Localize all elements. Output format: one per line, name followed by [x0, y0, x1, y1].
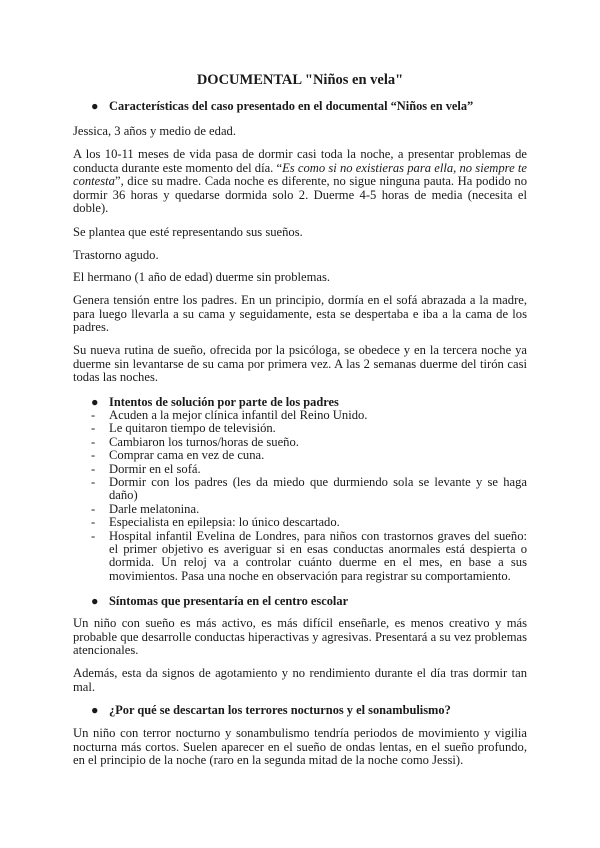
paragraph: El hermano (1 año de edad) duerme sin problemas. — [73, 270, 331, 284]
paragraph: Su nueva rutina de sueño, ofrecida por la psicóloga, se obedece y en la tercera noche ya duerme sin levantarse de su cama por primera vez. A las 2 semanas duerme del tirón casi todas las noches. — [73, 343, 527, 385]
bullet-icon: ● — [91, 99, 99, 113]
list-item-text: Comprar cama en vez de cuna. — [109, 448, 265, 463]
dash-icon: - — [91, 475, 96, 490]
attempts-list — [91, 409, 527, 583]
dash-icon: - — [91, 528, 96, 543]
paragraph: Se plantea que esté representando sus sueños. — [73, 225, 303, 239]
dash-icon: - — [91, 461, 96, 476]
dash-icon: - — [91, 448, 96, 463]
dash-icon: - — [91, 501, 96, 516]
paragraph: Jessica, 3 años y medio de edad. — [73, 124, 236, 138]
text: ”, dice su madre. Cada noche es diferente, no sigue ninguna pauta. Ha podido no dormir 36 horas y quedarse dormida solo 2. Duerme 4-5 horas de media (necesita el doble). — [73, 174, 527, 216]
list-item — [91, 463, 527, 476]
list-item — [91, 516, 527, 529]
list-item-text: Dormir en el sofá. — [109, 461, 201, 476]
paragraph: Genera tensión entre los padres. En un principio, dormía en el sofá abrazada a la madre, para luego llevarla a su cama y seguidamente, esta se despertaba e iba a la cama de los padres. — [73, 293, 527, 335]
bullet-icon: ● — [91, 395, 99, 409]
dash-icon: - — [91, 515, 96, 530]
list-item-text: Acuden a la mejor clínica infantil del Reino Unido. — [109, 408, 368, 422]
paragraph: Un niño con terror nocturno y sonambulismo tendría periodos de movimiento y vigilia nocturna más cortos. Suelen aparecer en el sueño de ondas lentas, en el sueño profundo, en el principio de la noche (raro en la segunda mitad de la noche como Jessi). — [73, 726, 527, 768]
quote: Es como si no existieras para ella, no siempre te contesta — [73, 160, 527, 189]
list-item — [91, 449, 527, 462]
list-item-text: Especialista en epilepsia: lo único descartado. — [109, 515, 340, 530]
list-item — [91, 422, 527, 435]
dash-icon: - — [91, 421, 96, 436]
bullet-icon: ● — [91, 703, 99, 717]
dash-icon: - — [91, 408, 96, 422]
list-item-text: Cambiaron los turnos/horas de sueño. — [109, 434, 299, 449]
document-title: DOCUMENTAL "Niños en vela" — [196, 72, 404, 88]
paragraph — [73, 148, 527, 216]
list-item-text: Le quitaron tiempo de televisión. — [109, 421, 276, 436]
list-item — [91, 476, 527, 503]
list-item-text: Dormir con los padres (les da miedo que durmiendo sola se levante y se haga daño) — [109, 475, 527, 503]
bullet-icon: ● — [91, 594, 99, 608]
list-item-text: Darle melatonina. — [109, 501, 200, 516]
list-item — [91, 503, 527, 516]
dash-icon: - — [91, 434, 96, 449]
list-item-text: Hospital infantil Evelina de Londres, para niños con trastornos graves del sueño: el primer objetivo es averiguar si en esas conductas anormales está despierta o dormida. Un reloj va a controlar cuánto duerme en el mes, en base a sus movimientos. Pasa una noche en observación para registrar su comportamiento. — [109, 528, 527, 583]
paragraph: Un niño con sueño es más activo, es más difícil enseñarle, es menos creativo y más probable que desarrolle conductas hiperactivas y agresivas. Presentará a su vez problemas atencionales. — [73, 616, 527, 658]
paragraph: Además, esta da signos de agotamiento y no rendimiento durante el día tras dormir tan mal. — [73, 666, 527, 694]
list-item — [91, 409, 527, 422]
text: A los 10-11 meses de vida pasa de dormir casi toda la noche, a presentar problemas de conducta durante este momento del día. “ — [73, 147, 527, 175]
paragraph: Trastorno agudo. — [73, 248, 159, 262]
list-item — [91, 436, 527, 449]
list-item — [91, 530, 527, 584]
